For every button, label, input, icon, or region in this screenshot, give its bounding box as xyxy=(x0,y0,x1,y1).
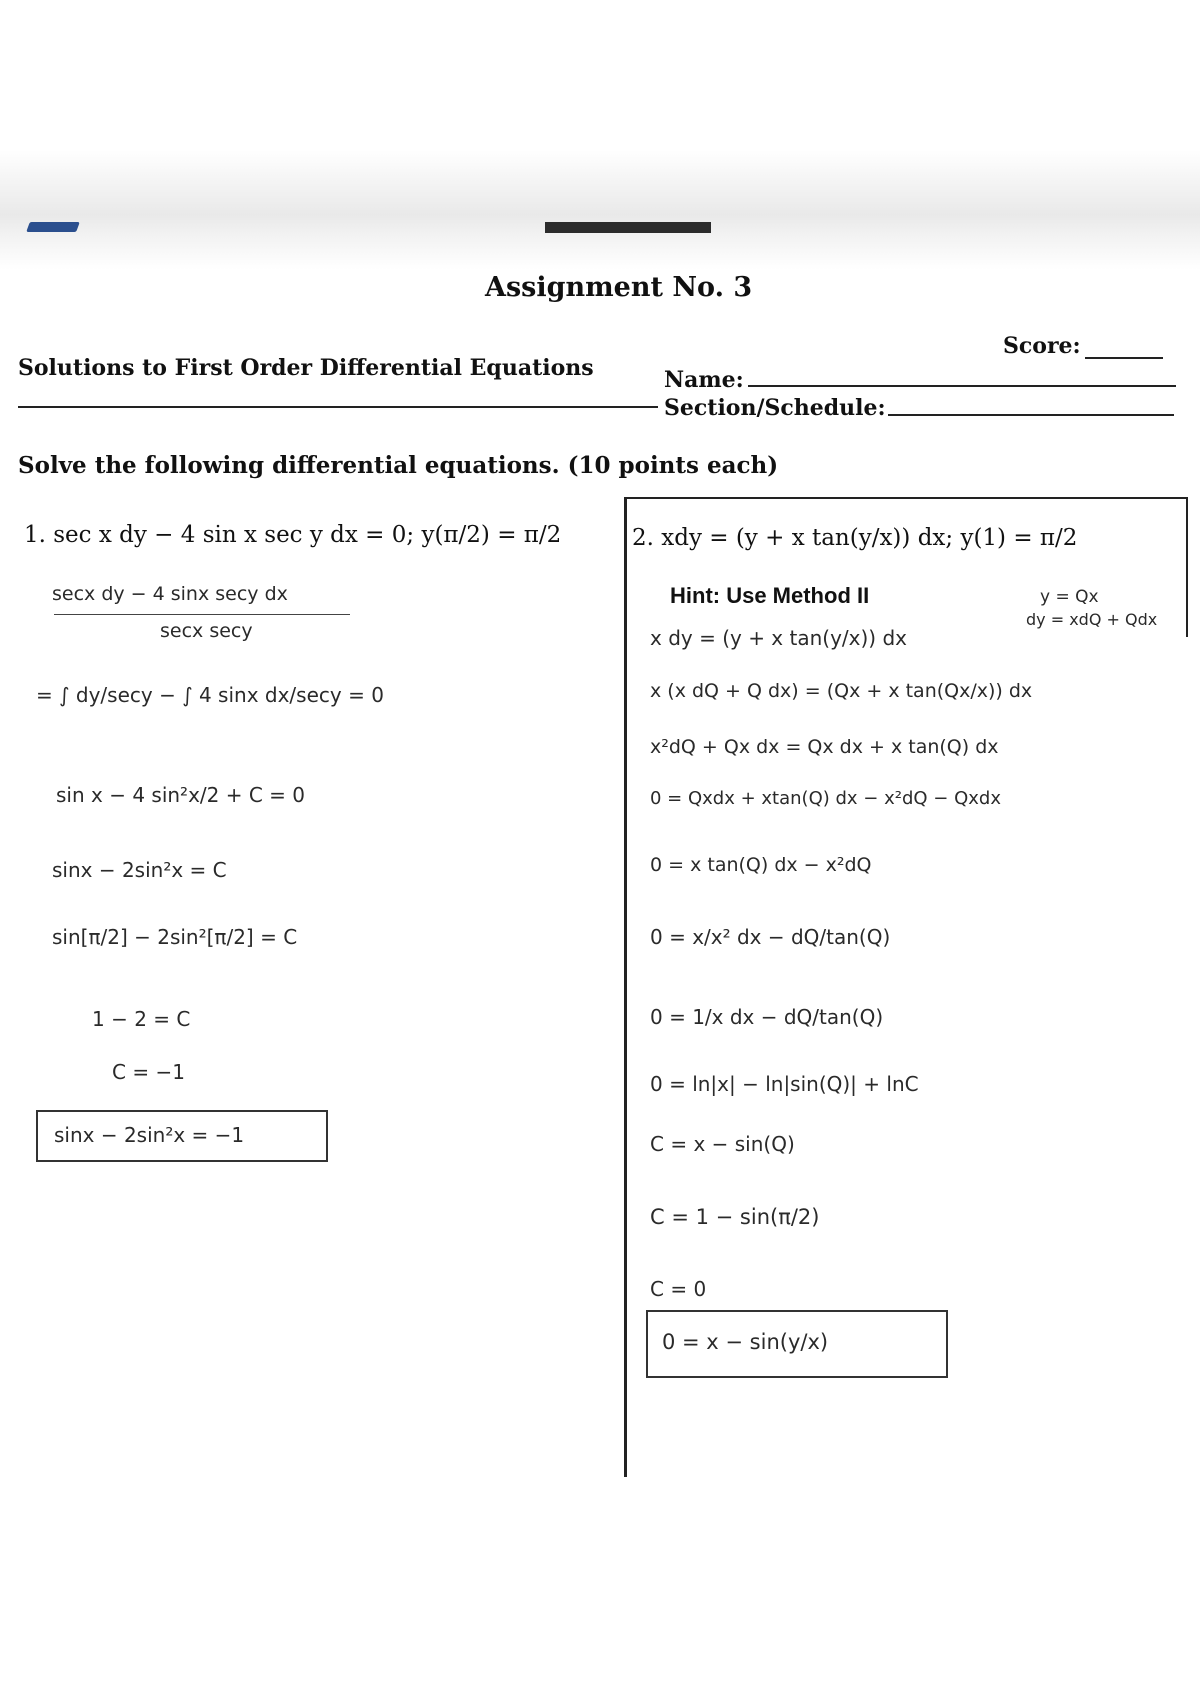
section-label: Section/Schedule: xyxy=(664,395,886,421)
p2-work-line: 0 = x tan(Q) dx − x²dQ xyxy=(650,854,872,876)
p1-work-line: 1 − 2 = C xyxy=(92,1007,191,1031)
name-line xyxy=(748,385,1176,387)
p1-fraction-bar xyxy=(54,614,350,615)
hint-text: Hint: Use Method II xyxy=(670,583,870,608)
p1-answer: sinx − 2sin²x = −1 xyxy=(54,1123,245,1147)
top-dark-bar xyxy=(545,222,711,233)
p2-work-line: 0 = 1/x dx − dQ/tan(Q) xyxy=(650,1005,884,1029)
problem2-statement: 2. xdy = (y + x tan(y/x)) dx; y(1) = π/2 xyxy=(632,525,1078,551)
p2-substitution: dy = xdQ + Qdx xyxy=(1026,610,1158,629)
score-line xyxy=(1085,357,1163,359)
problem1-statement: 1. sec x dy − 4 sin x sec y dx = 0; y(π/2) = π/2 xyxy=(24,522,562,548)
name-label: Name: xyxy=(664,367,744,393)
subject-title: Solutions to First Order Differential Equations xyxy=(18,355,594,381)
p1-work-line: sin[π/2] − 2sin²[π/2] = C xyxy=(52,925,298,949)
score-label: Score: xyxy=(1003,333,1081,359)
p2-work-line: 0 = ln|x| − ln|sin(Q)| + lnC xyxy=(650,1072,919,1096)
p2-work-line: x²dQ + Qx dx = Qx dx + x tan(Q) dx xyxy=(650,736,999,758)
problem2-right-border xyxy=(1186,497,1188,637)
p2-work-line: 0 = Qxdx + xtan(Q) dx − x²dQ − Qxdx xyxy=(650,788,1001,809)
header-rule xyxy=(18,406,658,408)
p2-answer: 0 = x − sin(y/x) xyxy=(662,1330,829,1354)
p2-substitution: y = Qx xyxy=(1040,587,1099,607)
p2-work-line: C = x − sin(Q) xyxy=(650,1132,795,1156)
p2-work-line: C = 0 xyxy=(650,1277,707,1301)
section-line xyxy=(888,414,1174,416)
p1-work-line: sin x − 4 sin²x/2 + C = 0 xyxy=(56,783,306,807)
corner-mark xyxy=(26,222,80,232)
p1-work-line: secx secy xyxy=(160,620,253,642)
p2-work-line: x (x dQ + Q dx) = (Qx + x tan(Qx/x)) dx xyxy=(650,680,1033,702)
p1-work-line: secx dy − 4 sinx secy dx xyxy=(52,583,288,605)
column-divider xyxy=(624,497,627,1477)
p1-work-line: sinx − 2sin²x = C xyxy=(52,858,227,882)
p2-work-line: C = 1 − sin(π/2) xyxy=(650,1205,820,1229)
p2-work-line: x dy = (y + x tan(y/x)) dx xyxy=(650,626,907,650)
p1-work-line: C = −1 xyxy=(112,1060,185,1084)
instruction-text: Solve the following differential equations. (10 points each) xyxy=(18,452,779,479)
problem2-top-border xyxy=(624,497,1188,499)
p2-work-line: 0 = x/x² dx − dQ/tan(Q) xyxy=(650,925,891,949)
page-title: Assignment No. 3 xyxy=(485,272,753,303)
p1-work-line: = ∫ dy/secy − ∫ 4 sinx dx/secy = 0 xyxy=(36,683,384,707)
